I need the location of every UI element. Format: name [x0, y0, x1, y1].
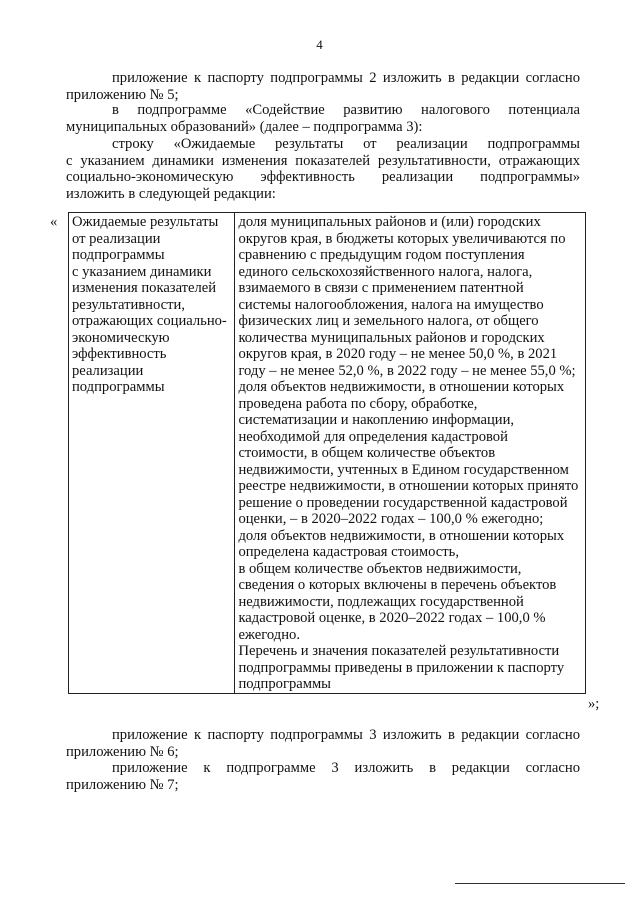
cell-line: физических лиц и земельного налога, от общего	[238, 313, 539, 329]
cell-line: экономическую	[72, 329, 170, 346]
opening-quote: «	[50, 214, 58, 230]
cell-line: округов края, в 2020 году – не менее 50,0 %, в 2021	[238, 346, 558, 362]
cell-line: в общем количестве объектов недвижимости,	[238, 560, 522, 577]
cell-line: подпрограммы приведены в приложении к паспорту	[238, 659, 565, 676]
cell-line: реестре недвижимости, в отношении которых принято	[238, 478, 579, 494]
cell-line: решение о проведении государственной кадастровой	[238, 494, 568, 511]
cell-line: округов края, в бюджеты которых увеличиваются по	[238, 230, 566, 247]
closing-quote: »;	[588, 696, 600, 712]
paragraph-row-replacement	[66, 136, 580, 202]
paragraph-line: приложению № 7;	[66, 776, 179, 793]
paragraph-line: приложению № 5;	[66, 86, 179, 103]
paragraph-annex-5	[66, 70, 580, 103]
table-row	[69, 213, 586, 694]
cell-line: сведения о которых включены в перечень объектов	[238, 577, 557, 593]
cell-line: подпрограммы	[72, 247, 165, 263]
cell-line: необходимой для определения кадастровой	[238, 428, 508, 445]
cell-line: эффективность	[72, 346, 167, 362]
paragraph-line: социально-экономическую эффективность реализации подпрограммы»	[66, 169, 580, 185]
cell-line: оценки, – в 2020–2022 годах – 100,0 % ежегодно;	[238, 511, 544, 527]
paragraph-subprogram-3-intro	[66, 102, 580, 135]
cell-line: кадастровой оценке, в 2020–2022 годах – 100,0 %	[238, 610, 546, 626]
paragraph-line: приложение к паспорту подпрограммы 3 изложить в редакции согласно	[112, 727, 580, 743]
paragraph-line: приложение к подпрограмме 3 изложить в редакции согласно	[112, 760, 580, 776]
cell-line: с указанием динамики	[72, 263, 212, 280]
cell-line: от реализации	[72, 230, 161, 247]
row-header-cell	[69, 213, 235, 694]
cell-line: результативности,	[72, 296, 185, 313]
paragraph-annex-6	[66, 727, 580, 760]
paragraph-line: приложению № 6;	[66, 743, 179, 760]
paragraph-line: муниципальных образований» (далее – подпрограмма 3):	[66, 118, 423, 135]
cell-line: ежегодно.	[238, 626, 300, 643]
cell-line: недвижимости, подлежащих государственной	[238, 593, 524, 610]
cell-line: взимаемого в связи с применением патентной	[238, 280, 524, 296]
cell-line: реализации	[72, 362, 144, 379]
cell-line: доля объектов недвижимости, в отношении которых	[238, 527, 565, 544]
row-content-cell	[235, 213, 586, 694]
cell-line: Перечень и значения показателей результативности	[238, 643, 560, 659]
paragraph-line: изложить в следующей редакции:	[66, 185, 276, 202]
paragraph-line: строку «Ожидаемые результаты от реализации подпрограммы	[112, 136, 580, 152]
cell-line: систематизации и накоплению информации,	[238, 412, 515, 428]
cell-line: доля муниципальных районов и (или) городских	[238, 214, 541, 230]
paragraph-annex-7	[66, 760, 580, 793]
paragraph-line: приложение к паспорту подпрограммы 2 изложить в редакции согласно	[112, 70, 580, 86]
page-number: 4	[316, 37, 323, 52]
paragraph-line: с указанием динамики изменения показателей результативности, отражающих	[66, 152, 580, 169]
cell-line: системы налогообложения, налога на имущество	[238, 296, 544, 313]
cell-line: сравнению с предыдущим годом поступления	[238, 247, 525, 263]
passport-table	[68, 212, 586, 694]
cell-line: определена кадастровая стоимость,	[238, 544, 459, 560]
cell-line: изменения показателей	[72, 280, 217, 296]
cell-line: стоимости, в общем количестве объектов	[238, 445, 496, 461]
cell-line: подпрограммы	[72, 379, 165, 395]
cell-line: доля объектов недвижимости, в отношении которых	[238, 379, 565, 395]
footer-rule	[455, 883, 625, 884]
paragraph-line: в подпрограмме «Содействие развитию налогового потенциала	[112, 102, 580, 118]
cell-line: году – не менее 52,0 %, в 2022 году – не менее 55,0 %;	[238, 362, 576, 379]
cell-line: недвижимости, учтенных в Едином государственном	[238, 461, 569, 478]
cell-line: единого сельскохозяйственного налога, налога,	[238, 263, 533, 280]
cell-line: количества муниципальных районов и городских	[238, 329, 545, 346]
cell-line: Ожидаемые результаты	[72, 214, 219, 230]
cell-line: проведена работа по сбору, обработке,	[238, 395, 478, 412]
cell-line: подпрограммы	[238, 676, 331, 692]
cell-line: отражающих социально-	[72, 313, 227, 329]
